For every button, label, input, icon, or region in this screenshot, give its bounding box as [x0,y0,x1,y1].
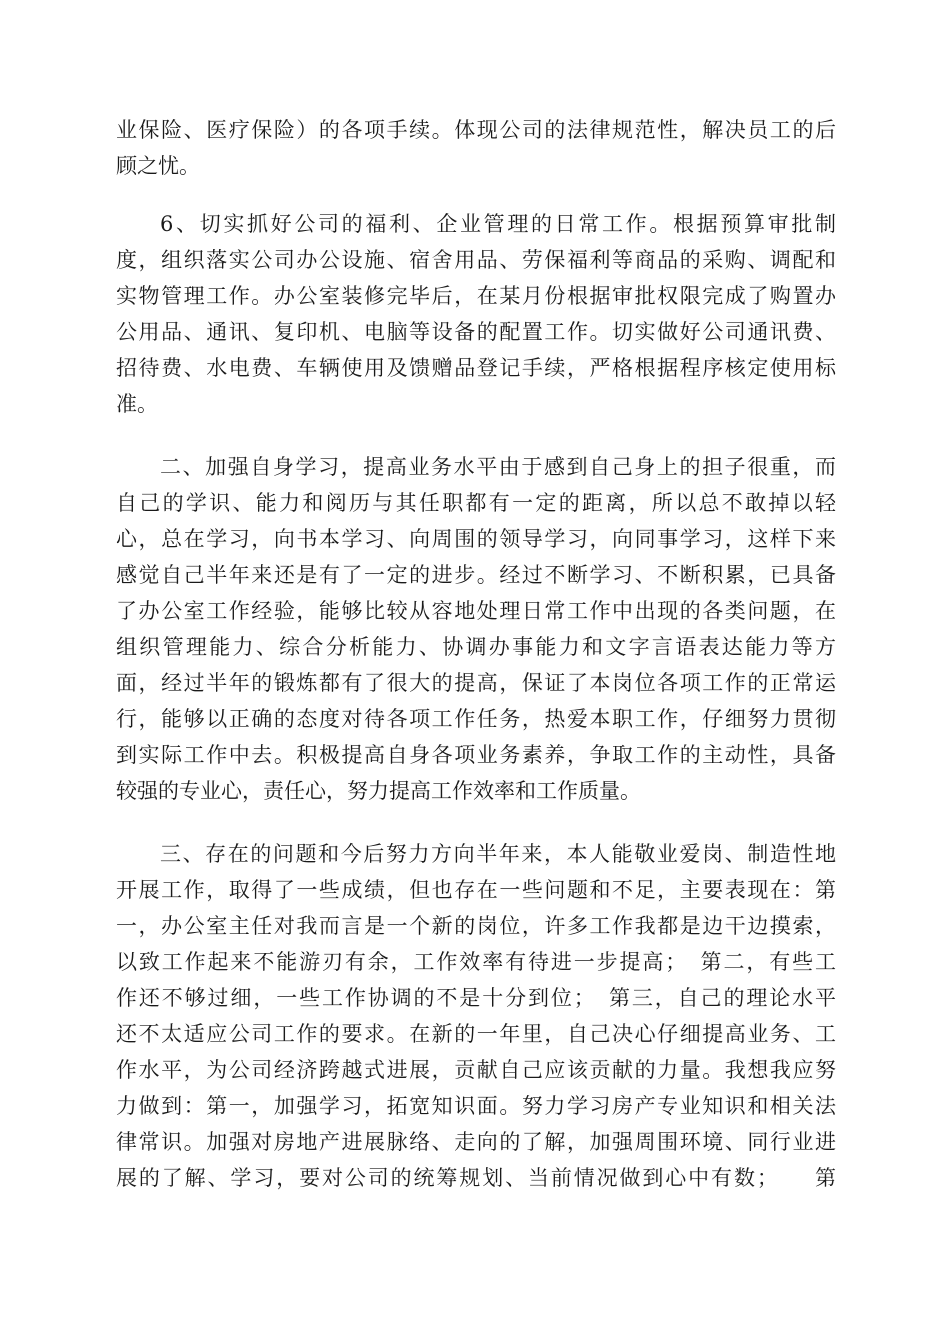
paragraph-3-line-10: 较强的专业心，责任心，努力提高工作效率和工作质量。 [116,779,641,803]
paragraph-1-line-2: 顾之忧。 [116,154,200,178]
paragraph-3-line-3: 心，总在学习，向书本学习、向周围的领导学习，向同事学习，这样下来 [116,527,836,551]
paragraph-2-line-2: 度，组织落实公司办公设施、宿舍用品、劳保福利等商品的采购、调配和 [116,248,836,272]
paragraph-3-line-4: 感觉自己半年来还是有了一定的进步。经过不断学习、不断积累，已具备 [116,563,836,587]
paragraph-2-line-1: 6、切实抓好公司的福利、企业管理的日常工作。根据预算审批制 [160,212,836,236]
paragraph-4-line-3: 一，办公室主任对我而言是一个新的岗位，许多工作我都是边干边摸索， [116,914,836,938]
paragraph-4-line-8: 力做到：第一，加强学习，拓宽知识面。努力学习房产专业知识和相关法 [116,1094,836,1118]
paragraph-4-line-9: 律常识。加强对房地产进展脉络、走向的了解，加强周围环境、同行业进 [116,1130,836,1154]
paragraph-3-line-5: 了办公室工作经验，能够比较从容地处理日常工作中出现的各类问题，在 [116,599,836,623]
paragraph-1-line-1: 业保险、医疗保险）的各项手续。体现公司的法律规范性，解决员工的后 [116,118,836,142]
paragraph-2-line-6: 准。 [116,392,158,416]
paragraph-3-line-2: 自己的学识、能力和阅历与其任职都有一定的距离，所以总不敢掉以轻 [116,491,836,515]
paragraph-2-line-4: 公用品、通讯、复印机、电脑等设备的配置工作。切实做好公司通讯费、 [116,320,836,344]
paragraph-3-line-9: 到实际工作中去。积极提高自身各项业务素养，争取工作的主动性，具备 [116,743,836,767]
paragraph-3-line-8: 行，能够以正确的态度对待各项工作任务，热爱本职工作，仔细努力贯彻 [116,707,836,731]
paragraph-4-line-10: 展的了解、学习，要对公司的统筹规划、当前情况做到心中有数； 第 [116,1166,836,1190]
paragraph-2-line-5: 招待费、水电费、车辆使用及馈赠品登记手续，严格根据程序核定使用标 [116,356,836,380]
paragraph-3-line-1: 二、加强自身学习，提高业务水平由于感到自己身上的担子很重，而 [160,455,836,479]
paragraph-4-line-2: 开展工作，取得了一些成绩，但也存在一些问题和不足，主要表现在：第 [116,878,836,902]
paragraph-4-line-6: 还不太适应公司工作的要求。在新的一年里，自己决心仔细提高业务、工 [116,1022,836,1046]
paragraph-3-line-6: 组织管理能力、综合分析能力、协调办事能力和文字言语表达能力等方 [116,635,836,659]
paragraph-4-line-4: 以致工作起来不能游刃有余，工作效率有待进一步提高； 第二，有些工 [116,950,836,974]
paragraph-4-line-7: 作水平，为公司经济跨越式进展，贡献自己应该贡献的力量。我想我应努 [116,1058,836,1082]
paragraph-3-line-7: 面，经过半年的锻炼都有了很大的提高，保证了本岗位各项工作的正常运 [116,671,836,695]
paragraph-2-line-3: 实物管理工作。办公室装修完毕后，在某月份根据审批权限完成了购置办 [116,284,836,308]
paragraph-4-line-5: 作还不够过细，一些工作协调的不是十分到位； 第三，自己的理论水平 [116,986,836,1010]
paragraph-4-line-1: 三、存在的问题和今后努力方向半年来，本人能敬业爱岗、制造性地 [160,842,836,866]
